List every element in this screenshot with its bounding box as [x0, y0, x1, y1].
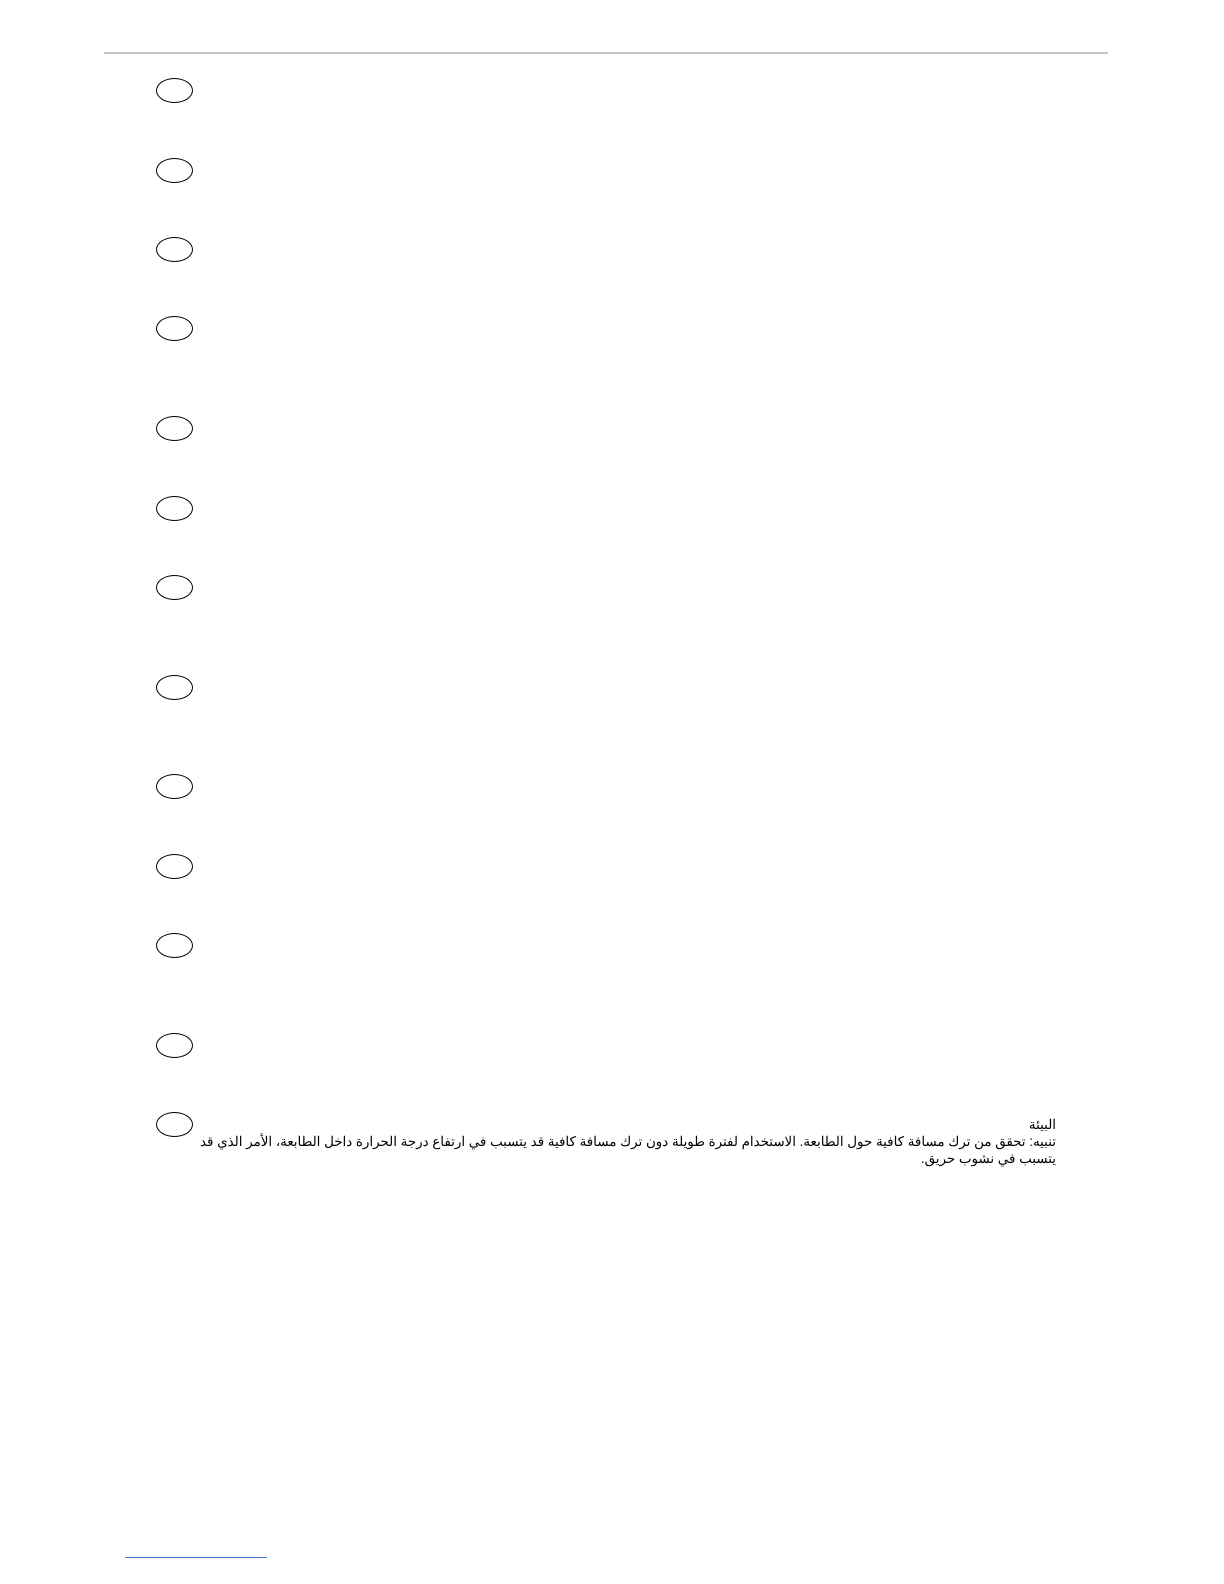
environment-notice	[198, 1116, 1056, 1167]
bubble-5	[156, 416, 193, 441]
top-rule	[104, 52, 1108, 54]
bubble-1	[156, 78, 193, 103]
bubble-6	[156, 496, 193, 521]
bubble-4	[156, 316, 193, 341]
bubble-3	[156, 237, 193, 262]
footer-rule	[125, 1557, 267, 1558]
bubble-10	[156, 854, 193, 879]
bubble-11	[156, 933, 193, 958]
bubble-2	[156, 158, 193, 183]
bubble-7	[156, 575, 193, 600]
notice-heading: البيئة	[1028, 1117, 1056, 1132]
bubble-12	[156, 1033, 193, 1058]
bubble-9	[156, 774, 193, 799]
notice-body: تنبيه: تحقق من ترك مسافة كافية حول الطابعة. الاستخدام لفترة طويلة دون ترك مسافة كافية قد يتسبب في ارتفاع درجة الحرارة داخل الطابعة، الأمر الذي قد يتسبب في نشوب حريق.	[200, 1134, 1056, 1166]
bubble-8	[156, 675, 193, 700]
bubble-13	[156, 1112, 193, 1137]
